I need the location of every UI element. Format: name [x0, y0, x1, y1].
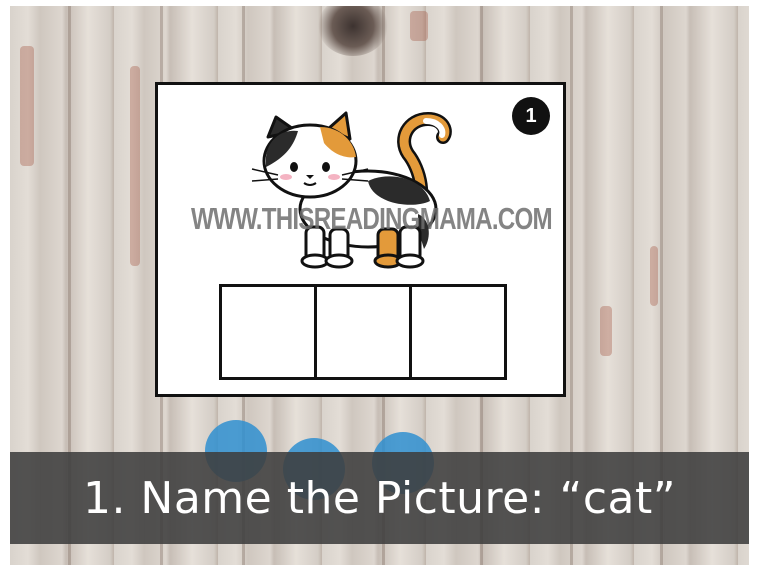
letter-box-1[interactable]	[222, 287, 317, 377]
caption-bar	[10, 452, 749, 544]
watermark-text: WWW.THISREADINGMAMA.COM	[191, 201, 552, 236]
caption-text: 1. Name the Picture: “cat”	[82, 472, 677, 524]
letter-boxes	[219, 284, 507, 380]
card-number-badge: 1	[512, 97, 550, 135]
word-card	[155, 82, 566, 397]
letter-box-3[interactable]	[412, 287, 504, 377]
letter-box-2[interactable]	[317, 287, 412, 377]
cat-picture	[248, 109, 463, 274]
